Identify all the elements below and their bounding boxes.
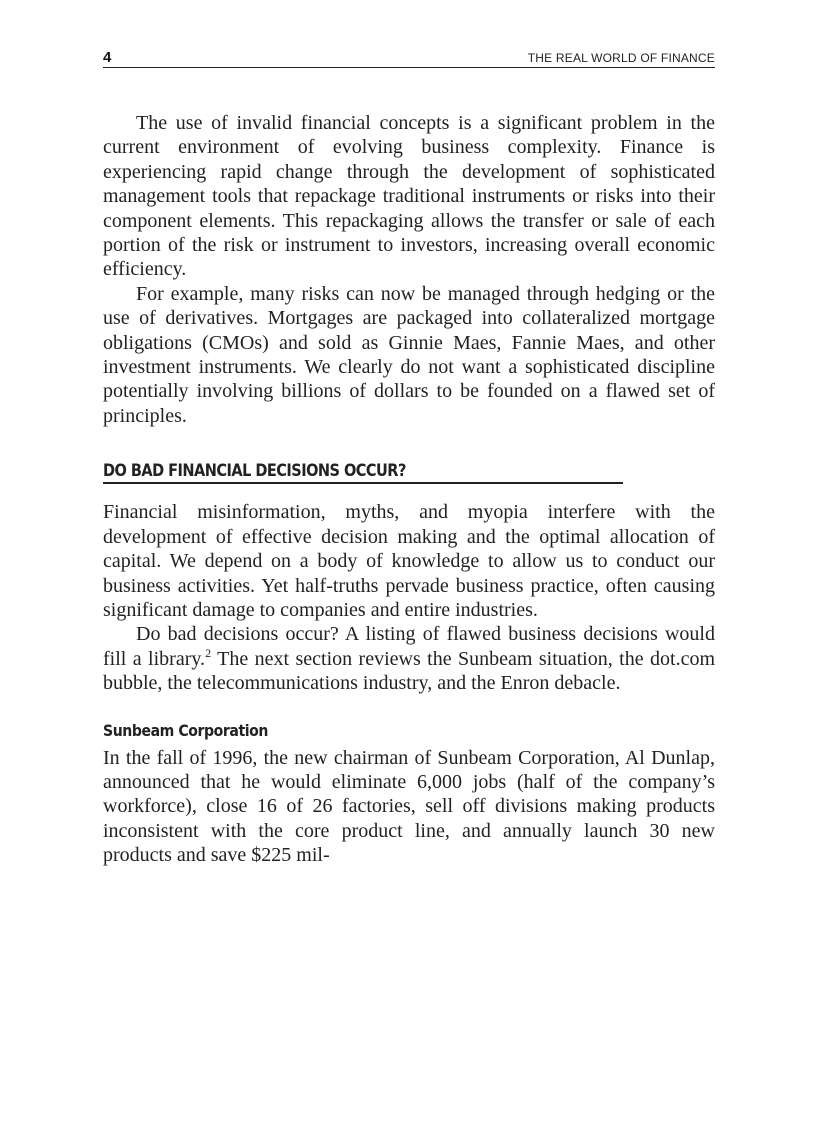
footnote-reference[interactable]: 2 [205,645,212,660]
running-title: THE REAL WORLD OF FINANCE [527,51,715,65]
paragraph-misinformation: Financial misinformation, myths, and myopia interfere with the development of effective decision making and the optimal allocation of capital. We depend on a body of knowledge to allow us to conduct our business activities. Yet half-truths pervade business practice, often causing significant damage to companies and entire industries. [103,501,715,621]
paragraph-derivatives-example: For example, many risks can now be managed through hedging or the use of derivatives. Mortgages are packaged into collateralized mortgage obligations (CMOs) and sold as Ginnie Maes, Fannie Maes, and other investment instruments. We clearly do not want a sophisticated discipline potentially involving billions of dollars to be founded on a flawed set of principles. [103,282,715,427]
paragraph-invalid-concepts: The use of invalid financial concepts is a significant problem in the current environment of evolving business complexity. Finance is experiencing rapid change through the development of sophisticated management tools that repackage traditional instruments or risks into their component elements. This repackaging allows the transfer or sale of each portion of the risk or instrument to investors, increasing overall economic efficiency. [103,112,715,281]
section-block [103,500,715,695]
paragraph-bad-decisions [103,622,715,695]
paragraph-sunbeam: In the fall of 1996, the new chairman of Sunbeam Corporation, Al Dunlap, announced that he would eliminate 6,000 jobs (half of the company’s workforce), close 16 of 26 factories, sell off divisions making products inconsistent with the core product line, and annually launch 30 new products and save $225 mil- [103,746,715,867]
page-number: 4 [103,49,112,66]
section-heading: DO BAD FINANCIAL DECISIONS OCCUR? [103,461,406,481]
subsection-heading: Sunbeam Corporation [103,720,268,740]
section-heading-rule [103,461,623,484]
page-content [103,48,715,868]
running-header [103,48,715,68]
bad-decisions-text-end: The next section reviews the Sunbeam situation, the dot.com bubble, the telecommunications industry, and the Enron debacle. [103,647,715,695]
intro-block [103,111,715,428]
bad-decisions-text-start: Do bad decisions occur? A listing of flawed business decisions would fill a library. [103,623,715,670]
